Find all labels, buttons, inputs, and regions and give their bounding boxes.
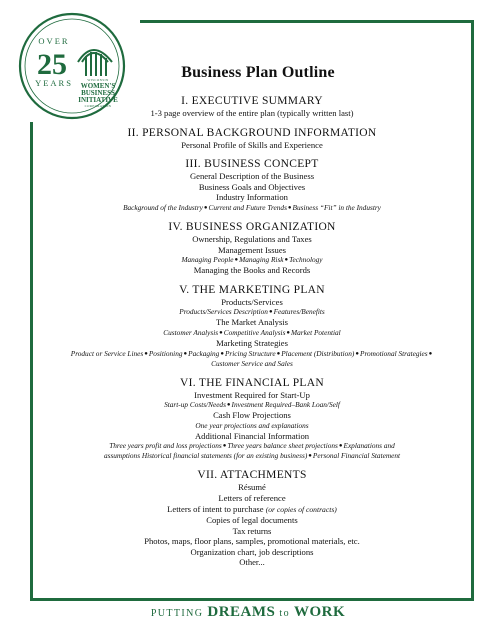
subtopic: Personal Financial Statement (312, 451, 401, 461)
subtopic-list (36, 307, 468, 317)
section-line: Résumé (238, 482, 266, 493)
outline-content (36, 95, 468, 576)
subtopic: Explanations and (343, 441, 395, 451)
section-line: Managing the Books and Records (193, 265, 311, 276)
section-line: Products/Services (221, 296, 283, 307)
logo-org-line3: INITIATIVE (78, 96, 118, 104)
section-line: Marketing Strategies (216, 337, 288, 348)
subtopic: Managing Risk (239, 255, 284, 265)
subtopic-list (36, 451, 468, 461)
subtopic-list (36, 328, 468, 338)
section-line: Copies of legal documents (206, 515, 298, 526)
logo-number: 25 (37, 48, 67, 81)
bullet-icon: ● (286, 329, 291, 336)
logo-org-line1: WOMEN'S (80, 82, 116, 90)
subtopic: Customer Service and Sales (211, 358, 293, 368)
section-heading: I. EXECUTIVE SUMMARY (181, 95, 323, 107)
bullet-icon: ● (284, 257, 289, 264)
subtopic: Competitive Analysis (223, 327, 286, 337)
frame-bottom-border (30, 598, 474, 601)
subtopic: Three years profit and loss projections (109, 441, 222, 451)
logo-org-line2: BUSINESS (81, 89, 115, 97)
section-line: 1-3 page overview of the entire plan (typically written last) (150, 108, 354, 118)
footer-putting: PUTTING (150, 608, 204, 619)
subtopic: Investment Required–Bank Loan/Self (231, 400, 340, 410)
subtopic: Business “Fit” in the Industry (292, 202, 381, 212)
subtopic: assumptions Historical financial statements (for an existing business) (103, 451, 308, 461)
logo-org-small: WISCONSIN (87, 78, 109, 82)
bullet-icon: ● (203, 204, 208, 211)
subtopic: Background of the Industry (123, 202, 203, 212)
bullet-icon: ● (220, 350, 224, 357)
logo-over: OVER (38, 36, 70, 46)
subtopic: Packaging (188, 348, 220, 358)
intent-main: Letters of intent to purchase (167, 503, 266, 514)
frame-top-border (140, 20, 474, 23)
footer-to: to (279, 608, 290, 619)
subtopic: Three years balance sheet projections (227, 441, 338, 451)
bullet-icon: ● (183, 350, 188, 357)
section-business-organization (36, 221, 468, 276)
section-line: Business Goals and Objectives (198, 181, 306, 192)
bullet-icon: ● (226, 402, 231, 409)
section-line: Ownership, Regulations and Taxes (192, 233, 312, 244)
bullet-icon: ● (287, 204, 292, 211)
subtopic: Current and Future Trends (208, 202, 287, 212)
bullet-icon: ● (144, 350, 148, 357)
section-heading: IV. BUSINESS ORGANIZATION (168, 220, 336, 233)
bullet-icon: ● (234, 257, 239, 264)
footer-work: WORK (294, 604, 346, 620)
section-line: Personal Profile of Skills and Experience (181, 139, 323, 150)
section-line: Investment Required for Start-Up (194, 389, 310, 400)
subtopic: Promotional Strategies (360, 348, 428, 358)
section-line: The Market Analysis (215, 317, 289, 328)
subtopic: One year projections and explanations (195, 420, 309, 430)
section-financial-plan (36, 377, 468, 462)
subtopic-list (36, 349, 468, 359)
subtopic: Product or Service Lines (70, 348, 144, 358)
intent-note: (or copies of contracts) (265, 504, 337, 514)
subtopic: Positioning (148, 348, 183, 358)
subtopic: Products/Services Description (179, 307, 268, 317)
section-attachments (36, 469, 468, 568)
subtopic-list (36, 441, 468, 451)
subtopic: Placement (Distribution) (281, 348, 355, 358)
section-heading: V. THE MARKETING PLAN (179, 283, 325, 296)
logo-years: YEARS (35, 78, 73, 88)
subtopic-list (36, 203, 468, 213)
section-line: Organization chart, job descriptions (190, 546, 314, 557)
section-heading: VI. THE FINANCIAL PLAN (180, 376, 324, 389)
page-title: Business Plan Outline (181, 64, 335, 81)
bullet-icon: ● (276, 350, 281, 357)
frame-left-border (30, 122, 33, 600)
section-line: Letters of reference (218, 492, 286, 503)
bullet-icon: ● (355, 350, 359, 357)
section-line: General Description of the Business (189, 171, 315, 182)
bullet-icon: ● (219, 329, 223, 336)
section-heading: VII. ATTACHMENTS (197, 469, 307, 482)
bullet-icon: ● (308, 453, 312, 460)
section-line: Tax returns (232, 525, 272, 536)
section-line: Other... (239, 557, 265, 568)
subtopic-list (36, 255, 468, 265)
section-line: Management Issues (217, 244, 287, 255)
section-heading: II. PERSONAL BACKGROUND INFORMATION (127, 126, 377, 139)
section-line: Cash Flow Projections (213, 410, 291, 421)
frame-right-border (471, 20, 474, 600)
bullet-icon: ● (268, 309, 273, 316)
section-line: Additional Financial Information (194, 430, 310, 441)
section-business-concept (36, 158, 468, 213)
subtopic-list (36, 400, 468, 410)
section-line (36, 504, 468, 516)
bullet-icon: ● (222, 443, 227, 450)
subtopic: Pricing Structure (224, 348, 276, 358)
subtopic: Market Potential (291, 327, 341, 337)
bullet-icon: ● (428, 350, 433, 357)
section-line: Industry Information (216, 192, 288, 203)
bullet-icon: ● (338, 443, 343, 450)
subtopic: Technology (289, 255, 323, 265)
subtopic: Features/Benefits (273, 307, 325, 317)
footer-tagline (128, 603, 368, 621)
section-executive-summary (36, 95, 468, 119)
subtopic: Customer Analysis (163, 327, 219, 337)
subtopic: Managing People (181, 255, 234, 265)
subtopic: Start-up Costs/Needs (164, 400, 226, 410)
footer-dreams: DREAMS (207, 604, 276, 620)
section-personal-background (36, 127, 468, 151)
section-line: Photos, maps, floor plans, samples, promotional materials, etc. (144, 536, 360, 547)
section-heading: III. BUSINESS CONCEPT (185, 158, 319, 171)
logo-org-small2: CORPORATION (84, 104, 112, 108)
section-marketing-plan (36, 284, 468, 369)
